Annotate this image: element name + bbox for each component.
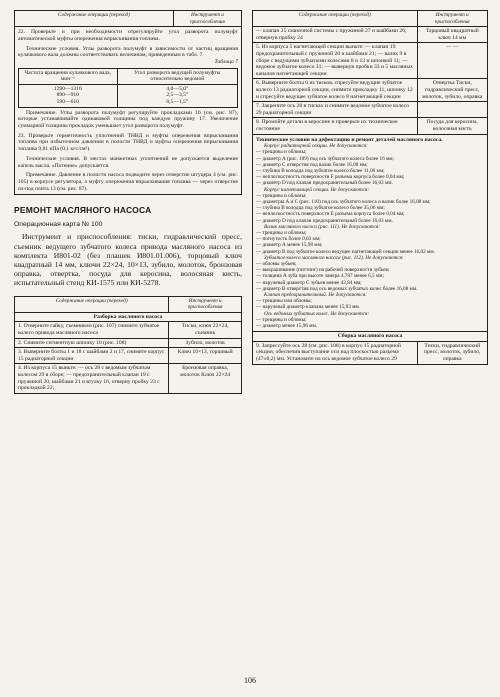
t7-header-2: Угол разворота ведущей полумуфты относительно ведомой <box>117 68 237 84</box>
table-row: 4. Из корпуса 15 выньте: — ось 28 с ведомым зубчатым колесом 29 в сборе; — предохранительный клапан 19 с пружиной 20, шайбами 21 и втулку 16, отверну пробку 23 с прокладкой 22; Бронзовая оправка, молоток Ключ 22×24 <box>15 364 242 393</box>
operations-table-right <box>252 10 488 365</box>
tech-line: — диаметр В отверстия под ось ведомых зубчатых колес более 16,08 мм. <box>256 285 418 292</box>
tech-line: — погнутость более 0,03 мм; <box>256 236 321 243</box>
operations-table-top-left <box>14 10 242 195</box>
assembly-title: Сборка масляного насоса <box>253 332 488 342</box>
tech-line: — выкрашивание (питтинг) на рабочей поверхности зубьев; <box>256 267 390 274</box>
tech-line: Корпус нагнетающей секции. Не допускаются: <box>264 186 370 193</box>
tech-line: Ось ведомых зубчатых колес. Не допускаются: <box>264 310 370 317</box>
col-header-operation: Содержание операции (переход) <box>15 11 174 27</box>
card-title: Операционная карта № 100 <box>14 221 103 229</box>
tech-line: — неплоскостность поверхности Е разъема корпуса более 0,04 мм; <box>256 211 405 218</box>
tech-line: — диаметр А (рис. 109) под ось зубчатого колеса более 16 мм; <box>256 155 394 162</box>
tech-line: — трещины или обломы; <box>256 298 312 305</box>
col-header-operation: Содержание операции (переход) <box>253 11 418 27</box>
tech-line: — диаметр В под зубчатое колесо ведущее нагнетающей секции менее 16,02 мм. <box>256 248 435 255</box>
tech-line: — глубина В колодца под зубчатое колесо более 11,06 мм; <box>256 168 385 175</box>
t7-header-1: Частота вращения кулачкового вала, мин⁻¹ <box>19 68 118 84</box>
operation-item-22: 22. Проверьте и при необходимости отрегулируйте угол разворота полумуфт автоматической муфты опережения впрыскивания топлива. <box>18 29 238 42</box>
note-1: Примечание. Углы разворота полумуфт регулируйте прокладками 16 (см. рис. 87), которые устанавливайте одинаковой толщины под каждую пружину 17. Увеличение суммарной толщины прокладок уменьшает угол разворота полумуфт. <box>18 109 238 130</box>
col-header-tools: Инструмент и приспособления <box>173 11 241 27</box>
right-column <box>252 10 488 365</box>
table-row: 1. Отверните гайку, съемником (рис. 107) снимите зубчатое колесо привода масляного насоса Тиски, ключ 22×24, съемник <box>15 322 242 338</box>
col-header-operation: Содержание операции (переход) <box>15 296 169 312</box>
operations-table-bottom-left <box>14 296 242 394</box>
table-row: 9. Запрессуйте ось 28 (см. рис. 108) в корпус 15 радиаторной секции, обеспечив выступание оси над плоскостью разъема (47±0,2) мм. Установите на ось ведомое зубчатое колесо 29 Тиски, гидравлический пресс, молоток, зубило, оправка <box>253 341 488 364</box>
table-row: 7. Закрепите ось 28 в тисках и снимите ведомое зубчатое колесо 29 радиаторной секции <box>253 102 488 118</box>
table-row: 3. Выверните болты 1 и 18 с шайбами 2 и 17, снимите корпус 15 радиаторной секции Ключ 10×13, торцовый <box>15 348 242 364</box>
table-row: 6. Выверните болты 6 из тисков, спресуйте ведущие зубчатое колесо 13 радиаторной секции, снимите прокладку 11, шпонку 12 и спресуйте ведущее зубчатое колесо 8 нагнетающей секции Отвертка Тиски, гидравлический пресс, молоток, зубило, оправка <box>253 79 488 102</box>
col-header-tools: Инструмент и приспособления <box>417 11 488 27</box>
tech-conditions-cell <box>253 134 488 332</box>
tech-conditions-2: Технические условия. В местах манжетных уплотнений не допускается выделение капель масла. «Потение» допускается. <box>18 155 238 169</box>
tech-line: — диаметр А менее 15,98 мм; <box>256 242 323 249</box>
tech-line: Корпус радиаторной секции. Не допускаются: <box>264 143 368 150</box>
disassembly-title: Разборка масляного насоса <box>15 312 242 322</box>
table-row: 2. Снимите сегментную шпонку 10 (рис. 108) Зубило, молоток <box>15 338 242 348</box>
page-number: 106 <box>244 676 256 685</box>
note-2: Примечание. Давление в полости насоса подводите через отверстие штуцера 4 (см. рис. 105) в корпусе регулятора, а муфту опережения впрыскивания топлива — через отверстие из-под плита 13 (см. рис. 87). <box>18 172 238 192</box>
tech-conditions-1: Технические условия. Углы разворота полумуфт в зависимости от частиц вращения кулачкового вала должны соответствовать величинам, приведенным в табл. 7. <box>18 45 238 59</box>
tech-line: — трещины и обломы; <box>256 149 307 156</box>
intro-paragraph: Инструмент и приспособления: тиски, гидравлический пресс, съемник ведущего зубчатого колеса привода масляного насоса из комплекта И801-02 (без плашек И801.01.006), торцовый ключ квадратный 14 мм, ключи 22×24, 10×13, зубило, молоток, бронзовая оправка, отвертка, посуда для керосина, волосяная кисть, испытательный стенд КИ-1575 или КИ-5278. <box>14 232 242 288</box>
tech-line: — трещины и обломы; <box>256 230 307 237</box>
tech-line: Клапан предохранительный. Не допускаются: <box>264 292 367 299</box>
tech-line: — трещины и обломы; <box>256 316 307 323</box>
tech-conditions-title: Технические условия на дефектацию и ремонт деталей масляного насоса. <box>256 136 443 143</box>
table-row: 5. Из корпуса 5 нагнетающей секции выньте: — клапан 19 предохранительный с пружиной 20 и шайбами 21; — валик 9 в сборе с ведущими зубчатыми колесами 8 и 13 и шпонкой 11; — ведомое зубчатое колесо 31; — вывернув пробки 33 и 5 масляных каналов нагнетающей секции — — <box>253 43 488 79</box>
tech-conditions-list <box>256 143 484 329</box>
tech-line: — диаметр D под клапан предохранительный более 16,03 мм. <box>256 217 393 224</box>
tech-line: — диаметры А и С (рис. 110) под ось зубчатого колеса и валик более 16,08 мм; <box>256 199 431 206</box>
tech-line: — диаметр менее 15,96 мм. <box>256 323 318 330</box>
tech-line: — наружный диаметр клапана менее 15,93 мм. <box>256 304 360 311</box>
section-title: РЕМОНТ МАСЛЯНОГО НАСОСА <box>14 205 152 216</box>
col-header-tools: Инструмент и приспособления <box>169 296 242 312</box>
table-cell <box>15 27 242 195</box>
t7-col-rpm: 1290—1310 890—910 590—610 <box>19 84 118 107</box>
table-7 <box>18 68 238 108</box>
tech-line: — обломы зубьев; <box>256 261 297 268</box>
table-row: — клапан 25 смазочной системы с пружиной 27 и шайбами 26, отвернув пробку 24 Торцовый квадратный ключ 14 мм <box>253 27 488 43</box>
table-row: 8. Промойте детали в керосине и проверьте их техническое состояние Посуда для керосина, волосяная кисть <box>253 118 488 134</box>
tech-line: — наружный диаметр С зубьев менее 42,84 мм; <box>256 279 362 286</box>
tech-line: — трещины и обломы; <box>256 192 307 199</box>
t7-col-angle: 4,0—5,0° 2,5—3,5° 0,5—1,5° <box>117 84 237 107</box>
left-column <box>14 10 242 394</box>
operation-item-23: 23. Проверьте герметичность уплотнений ТНВД и муфты опережения впрыскивания топлива при избыточном давлении в полости ТНВД и муфты опережения впрыскивания топлива 9,81 кПа (0,1 кгс/см²). <box>18 132 238 153</box>
tech-line: — неплоскостность поверхности F разъема корпуса более 0,04 мм; <box>256 174 405 181</box>
tech-line: — глубина В колодца под зубчатое колесо более 35,06 мм; <box>256 205 385 212</box>
tech-line: — диаметр D под клапан предохранительный более 16,03 мм. <box>256 180 393 187</box>
table-7-label: Таблица 7 <box>214 59 238 65</box>
tech-line: — диаметр С отверстия под валик более 16,08 мм; <box>256 161 368 168</box>
tech-line: — толщина А зуба при высоте замера 4,787 менее 6,5 мм; <box>256 273 384 280</box>
tech-line: Зубчатое колесо масляного насоса (рис. 112). Не допускаются: <box>264 254 404 261</box>
tech-line: Валик масляного насоса (рис. 111). Не допускаются: <box>264 223 380 230</box>
